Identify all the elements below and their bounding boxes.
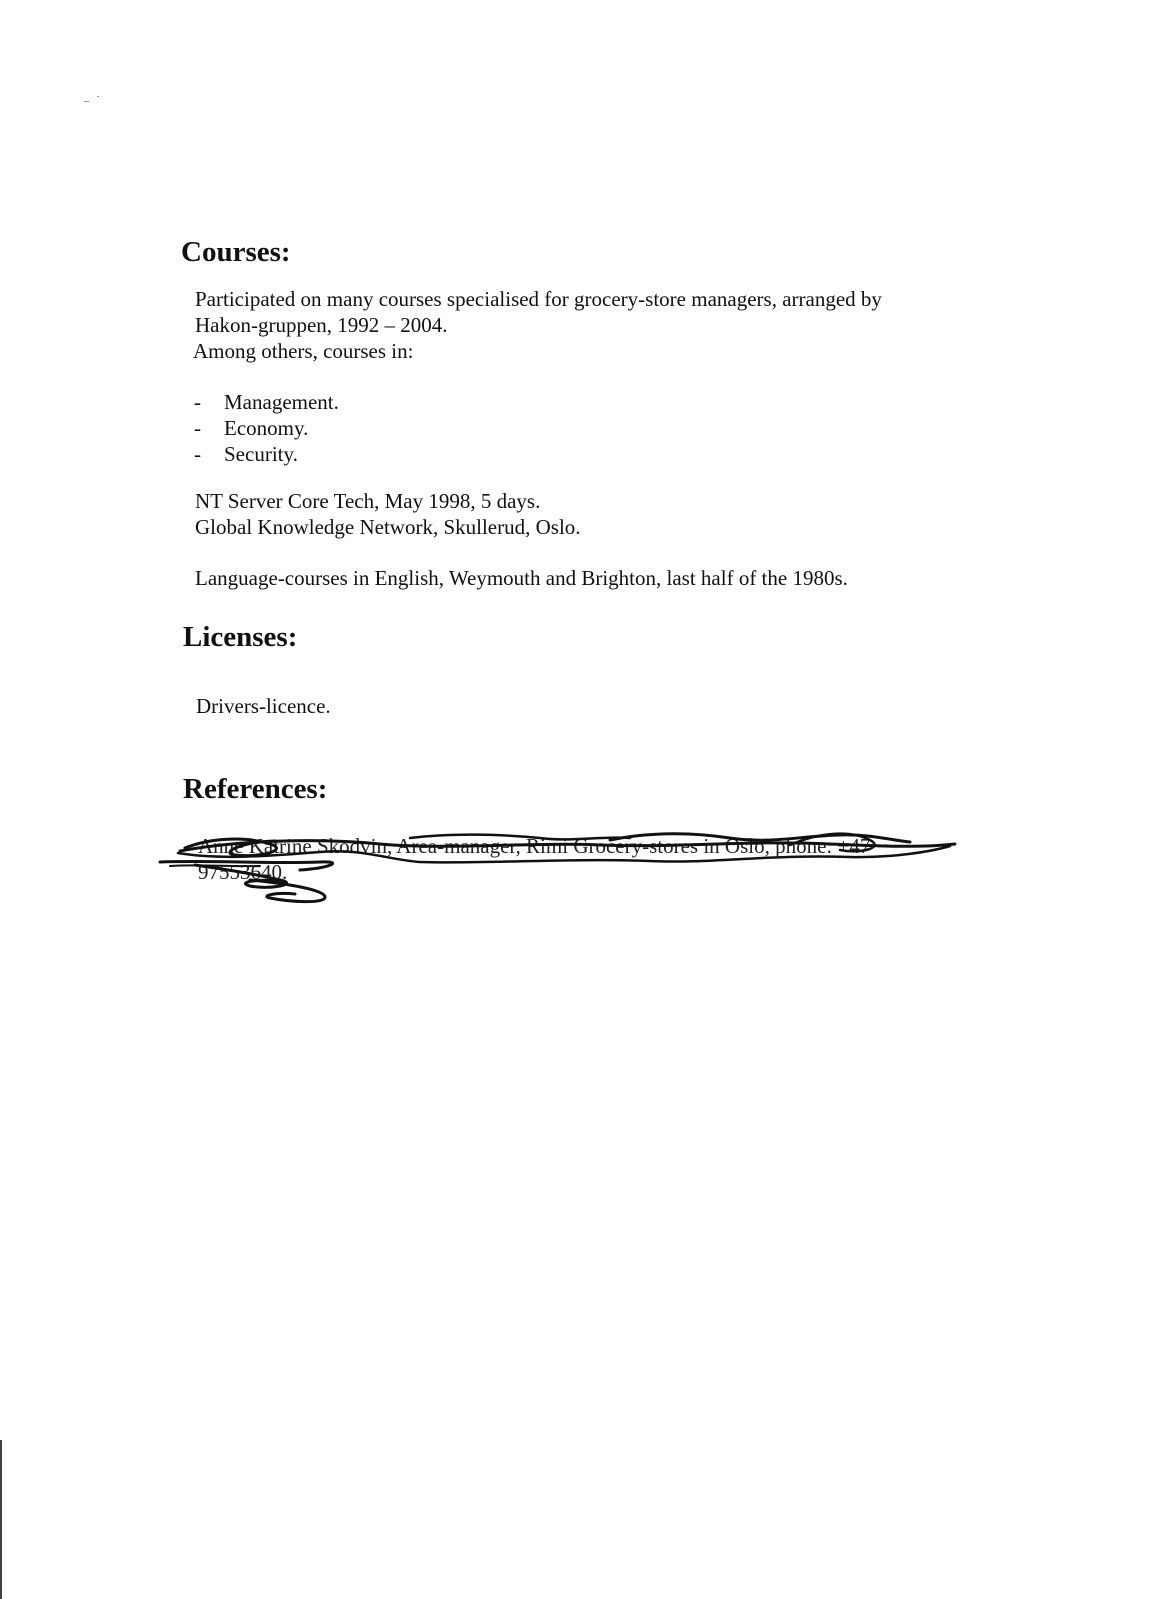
courses-intro-line-2: Hakon-gruppen, 1992 – 2004. [195,313,448,337]
course-item-label: Economy. [224,416,309,440]
references-heading: References: [183,773,328,805]
scan-speck [84,101,89,102]
licenses-item: Drivers-licence. [196,694,331,718]
courses-intro-line-1: Participated on many courses specialised for grocery-store managers, arranged by [195,287,882,311]
redacted-reference-line-2: 97553640. [198,860,288,884]
nt-course-line-2: Global Knowledge Network, Skullerud, Oslo. [195,515,581,539]
courses-intro-line-3: Among others, courses in: [193,339,414,363]
bullet-dash: - [194,416,201,440]
scan-speck [97,96,99,97]
licenses-heading: Licenses: [183,621,298,653]
course-item-label: Management. [224,390,339,414]
courses-heading: Courses: [181,236,291,268]
bullet-dash: - [194,442,201,466]
nt-course-line-1: NT Server Core Tech, May 1998, 5 days. [195,489,541,513]
bullet-dash: - [194,390,201,414]
handwritten-redaction-scribble [150,820,970,920]
course-item-label: Security. [224,442,298,466]
redacted-reference-line-1: Anne Katrine Skodvin, Area-manager, Rimi Grocery-stores in Oslo, phone: +47 [198,834,871,858]
scan-edge-mark [0,1440,2,1599]
language-course-line: Language-courses in English, Weymouth and Brighton, last half of the 1980s. [195,566,848,590]
